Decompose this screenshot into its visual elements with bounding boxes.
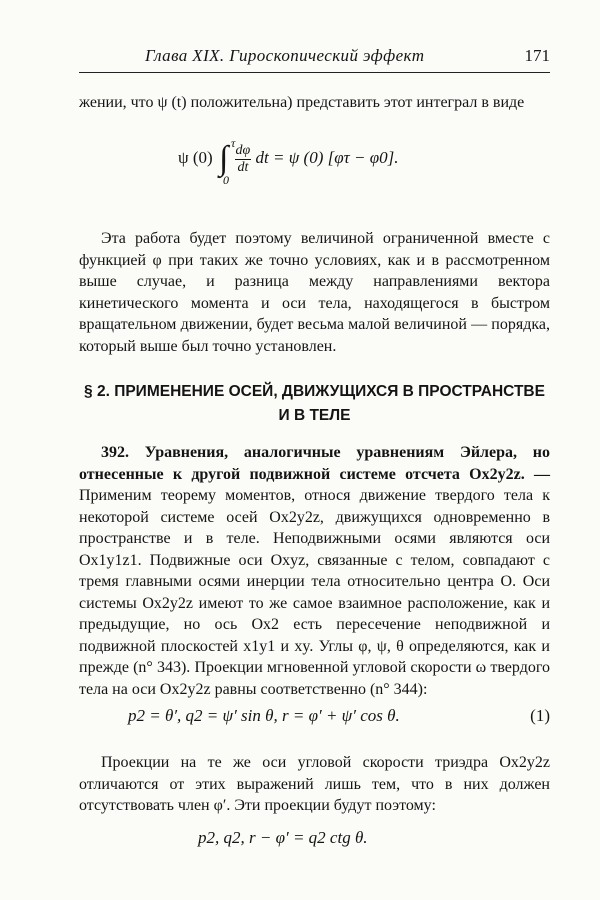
- paragraph-2-text: Применим теорему моментов, относя движение твердого тела к некоторой системе осей Ox2y2z, движущихся одновременно в пространстве и в теле. Неподвижными осями являются оси Ox1y1z1. Подвижные оси Oxyz, связанные с телом, совпадают с тремя главными осями инерции тела относительно центра O. Оси системы Ox2y2z имеют то же самое взаимное расположение, как и предыдущие, но ось Ox2 есть пересечение неподвижной и подвижной плоскостей x1y1 и xy. Углы φ, ψ, θ определяются, как и прежде (n° 343). Проекции мгновенной угловой скорости ω твердого тела на оси Ox2y2z равны соответственно (n° 344):: [79, 487, 550, 698]
- chapter-title: Глава XIX. Гироскопический эффект: [145, 46, 425, 65]
- paragraph-1-text: Эта работа будет поэтому величиной ограниченной вместе с функцией φ при таких же точно условиях, как и в рассмотренном выше случае, и разница между направлениями вектора кинетического момента и оси тела, находящегося в быстром вращательном движении, будет весьма малой величиной — порядка, который выше был точно установлен.: [79, 230, 550, 355]
- section-heading-line2: И В ТЕЛЕ: [278, 407, 351, 424]
- integral-sign: ∫ τ 0: [218, 136, 236, 187]
- paragraph-3: [79, 752, 550, 817]
- formula3-text: p2, q2, r − φ′ = q2 ctg θ.: [198, 828, 368, 847]
- paragraph-1: [79, 228, 550, 357]
- formula2-text: p2 = θ′, q2 = ψ′ sin θ, r = φ′ + ψ′ cos θ.: [128, 706, 400, 725]
- section-heading: [79, 380, 550, 428]
- formula-trihedron: [198, 828, 368, 848]
- equation-number: (1): [530, 706, 550, 725]
- article-392-heading: 392. Уравнения, аналогичные уравнениям Эйлера, но отнесенные к другой подвижной системе отсчета Ox2y2z. —: [79, 444, 550, 483]
- running-header: [79, 44, 550, 73]
- page-number: 171: [524, 46, 550, 65]
- lower-limit: 0: [222, 173, 229, 187]
- paragraph-2-body: [79, 442, 550, 700]
- formula-projections: [128, 706, 550, 726]
- intro-text: жении, что ψ (t) положительна) представить этот интеграл в виде: [79, 94, 525, 111]
- fraction-dphi-dt: $\frac{d\varphi}{dt}$: [235, 142, 251, 175]
- formula-integral: [178, 136, 399, 200]
- section-heading-line1: § 2. ПРИМЕНЕНИЕ ОСЕЙ, ДВИЖУЩИХСЯ В ПРОСТРАНСТВЕ: [84, 383, 545, 400]
- paragraph-3-text: Проекции на те же оси угловой скорости триэдра Ox2y2z отличаются от этих выражений лишь тем, что в них должен отсутствовать член φ′. Эти проекции будут поэтому:: [79, 754, 550, 814]
- formula1-right: dt = ψ (0) [φτ − φ0].: [255, 147, 399, 167]
- intro-block: [79, 92, 550, 114]
- upper-limit: τ: [230, 136, 236, 150]
- formula1-left: ψ (0): [178, 147, 213, 167]
- paragraph-2: [79, 442, 550, 700]
